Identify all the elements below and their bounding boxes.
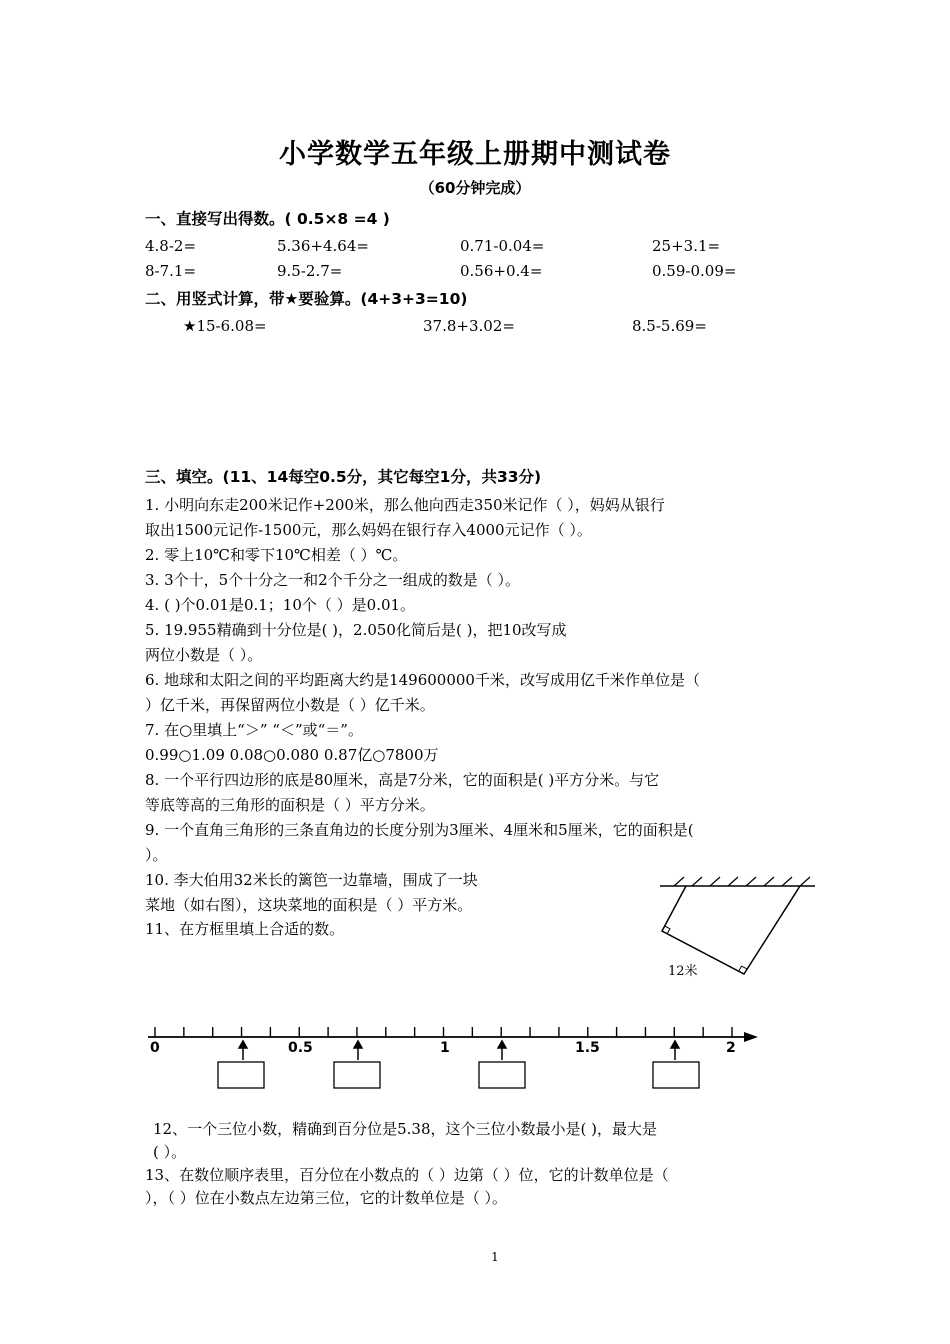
s3-line: 1. 小明向东走200米记作+200米，那么他向西走350米记作（ ），妈妈从银行 xyxy=(145,496,665,514)
answer-box[interactable] xyxy=(334,1062,380,1088)
fig-length-label: 12米 xyxy=(668,964,698,979)
number-line-figure xyxy=(140,1015,770,1095)
s2-item: 8.5-5.69= xyxy=(632,317,707,335)
s3-line: 9. 一个直角三角形的三条直角边的长度分别为3厘米、4厘米和5厘米，它的面积是( xyxy=(145,821,694,839)
section-2-heading: 二、用竖式计算，带★要验算。(4+3+3=10) xyxy=(145,290,468,308)
s3-line: 6. 地球和太阳之间的平均距离大约是149600000千米，改写成用亿千米作单位是（ xyxy=(145,671,700,689)
answer-box[interactable] xyxy=(653,1062,699,1088)
s3-line: ( ）。 xyxy=(153,1143,187,1161)
s3-line: 等底等高的三角形的面积是（ ）平方分米。 xyxy=(145,796,435,814)
number-line-label: 2 xyxy=(726,1040,736,1056)
page-subtitle: （60分钟完成） xyxy=(419,179,531,197)
s3-line: 7. 在○里填上“＞” “＜”或“＝”。 xyxy=(145,721,363,739)
s1-item: 4.8-2= xyxy=(145,237,197,255)
s3-line: 12、一个三位小数，精确到百分位是5.38，这个三位小数最小是( )，最大是 xyxy=(153,1120,657,1138)
section-1-heading: 一、直接写出得数。( 0.5×8 =4 ) xyxy=(145,210,390,228)
s1-item: 5.36+4.64= xyxy=(277,237,369,255)
number-line-label: 0.5 xyxy=(288,1040,313,1056)
s1-item: 0.59-0.09= xyxy=(652,262,737,280)
s3-line: 8. 一个平行四边形的底是80厘米，高是7分米，它的面积是( )平方分米。与它 xyxy=(145,771,660,789)
s3-line: 4. ( )个0.01是0.1；10个（ ）是0.01。 xyxy=(145,596,416,614)
s1-item: 9.5-2.7= xyxy=(277,262,343,280)
s3-line: 取出1500元记作-1500元，那么妈妈在银行存入4000元记作（ ）。 xyxy=(145,521,592,539)
s1-item: 0.71-0.04= xyxy=(460,237,545,255)
s3-line: 13、在数位顺序表里，百分位在小数点的（ ）边第（ ）位，它的计数单位是（ xyxy=(145,1166,669,1184)
page-number: 1 xyxy=(491,1250,499,1264)
s2-item: 37.8+3.02= xyxy=(423,317,515,335)
wall-hatching xyxy=(674,877,810,886)
s1-item: 0.56+0.4= xyxy=(460,262,543,280)
number-line-label: 0 xyxy=(150,1040,160,1056)
s3-line: 菜地（如右图），这块菜地的面积是（ ）平方米。 xyxy=(145,896,473,914)
s2-item: ★15-6.08= xyxy=(183,317,267,335)
answer-box[interactable] xyxy=(479,1062,525,1088)
s3-line: ）亿千米，再保留两位小数是（ ）亿千米。 xyxy=(145,696,435,714)
page-title: 小学数学五年级上册期中测试卷 xyxy=(279,139,671,170)
number-line-label: 1 xyxy=(440,1040,450,1056)
s3-line: 0.99○1.09 0.08○0.080 0.87亿○7800万 xyxy=(145,746,439,764)
number-line-label: 1.5 xyxy=(575,1040,600,1056)
s1-item: 25+3.1= xyxy=(652,237,721,255)
section-3-heading: 三、填空。(11、14每空0.5分，其它每空1分，共33分) xyxy=(145,468,542,486)
s3-line: 2. 零上10℃和零下10℃相差（ ）℃。 xyxy=(145,546,408,564)
s3-line: 3. 3个十，5个十分之一和2个千分之一组成的数是（ ）。 xyxy=(145,571,520,589)
s3-line: 两位小数是（ ）。 xyxy=(145,646,263,664)
number-line-ticks xyxy=(155,1027,732,1037)
s3-line: 11、在方框里填上合适的数。 xyxy=(145,920,345,938)
answer-box[interactable] xyxy=(218,1062,264,1088)
s3-line: 5. 19.955精确到十分位是( )，2.050化简后是( )，把10改写成 xyxy=(145,621,567,639)
s3-line: 10. 李大伯用32米长的篱笆一边靠墙，围成了一块 xyxy=(145,871,478,889)
number-line-arrow xyxy=(744,1032,758,1042)
s3-line: ）。 xyxy=(145,846,168,864)
s3-line: ），（ ）位在小数点左边第三位，它的计数单位是（ ）。 xyxy=(145,1189,508,1207)
s1-item: 8-7.1= xyxy=(145,262,197,280)
